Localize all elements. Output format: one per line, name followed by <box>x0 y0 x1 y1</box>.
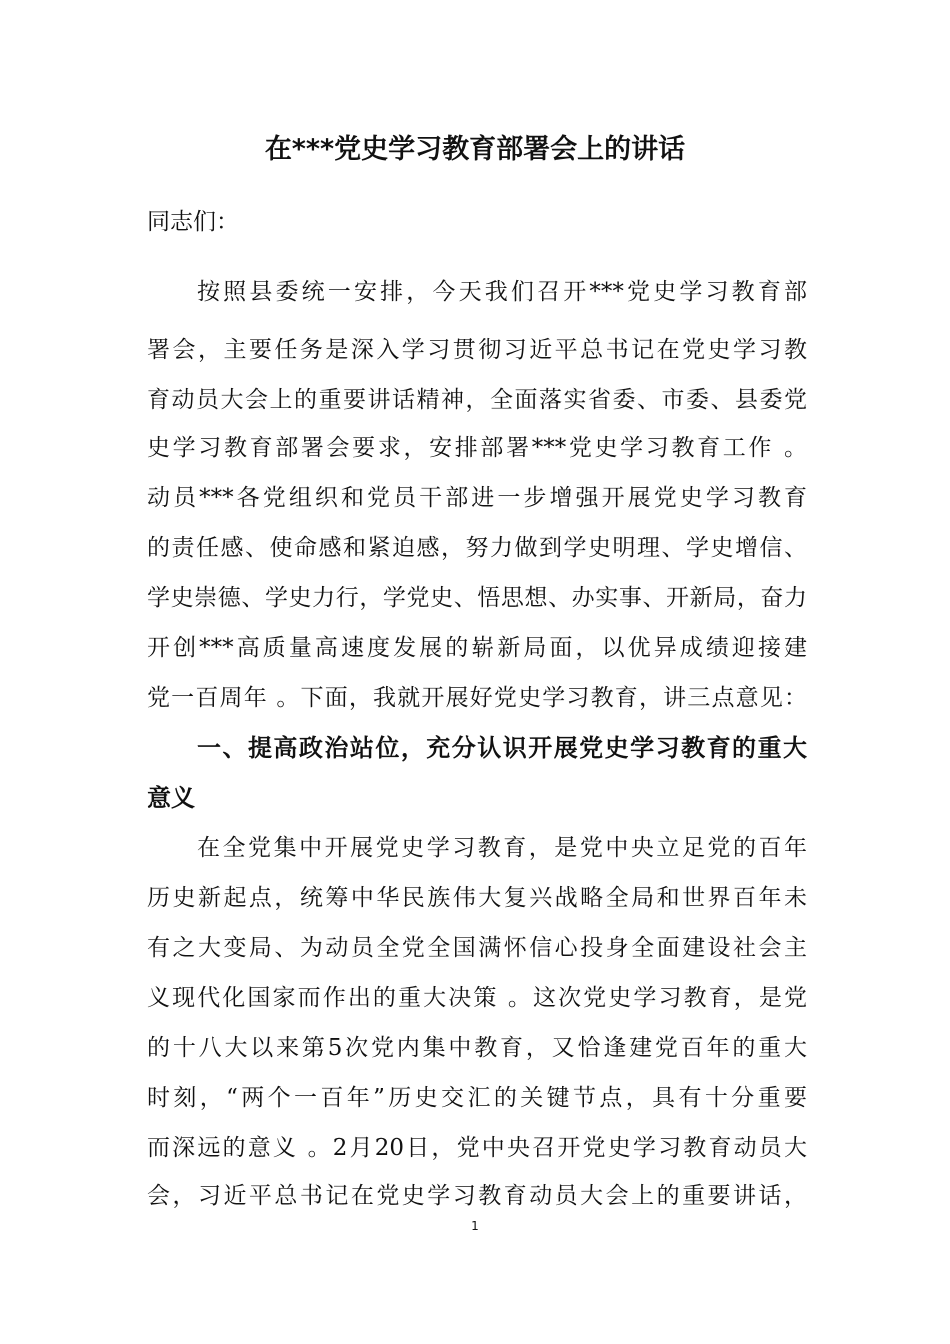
paragraph-line: 会，习近平总书记在党史学习教育动员大会上的重要讲话， <box>147 1183 807 1209</box>
paragraph-line: 按照县委统一安排，今天我们召开***党史学习教育部 <box>197 279 807 305</box>
paragraph-line: 署会，主要任务是深入学习贯彻习近平总书记在党史学习教 <box>147 337 807 363</box>
document-title: 在***党史学习教育部署会上的讲话 <box>264 134 686 165</box>
paragraph-line: 开创***高质量高速度发展的崭新局面，以优异成绩迎接建 <box>147 635 807 661</box>
paragraph-line: 育动员大会上的重要讲话精神，全面落实省委、市委、县委党 <box>147 387 807 413</box>
section-heading: 一、提高政治站位，充分认识开展党史学习教育的重大 <box>197 734 807 762</box>
paragraph-line: 的十八大以来第5次党内集中教育，又恰逢建党百年的重大 <box>147 1035 807 1061</box>
paragraph-line: 有之大变局、为动员全党全国满怀信心投身全面建设社会主 <box>147 935 807 961</box>
paragraph-line: 史学习教育部署会要求，安排部署***党史学习教育工作 。 <box>147 435 807 461</box>
paragraph-line: 学史崇德、学史力行，学党史、悟思想、办实事、开新局，奋力 <box>147 585 807 611</box>
salutation: 同志们： <box>147 209 239 235</box>
paragraph-line: 历史新起点，统筹中华民族伟大复兴战略全局和世界百年未 <box>147 885 807 911</box>
paragraph-line: 的责任感、使命感和紧迫感，努力做到学史明理、学史增信、 <box>147 535 807 561</box>
page-number: 1 <box>471 1219 479 1233</box>
paragraph-line: 在全党集中开展党史学习教育，是党中央立足党的百年 <box>197 835 807 861</box>
paragraph-line: 党一百周年 。下面，我就开展好党史学习教育，讲三点意见： <box>147 685 807 711</box>
section-heading: 意义 <box>147 784 195 812</box>
paragraph-line: 动员***各党组织和党员干部进一步增强开展党史学习教育 <box>147 485 807 511</box>
paragraph-line: 而深远的意义 。2月20日，党中央召开党史学习教育动员大 <box>147 1135 807 1161</box>
paragraph-line: 时刻，“两个一百年”历史交汇的关键节点，具有十分重要 <box>147 1085 807 1111</box>
paragraph-line: 义现代化国家而作出的重大决策 。这次党史学习教育，是党 <box>147 985 807 1011</box>
